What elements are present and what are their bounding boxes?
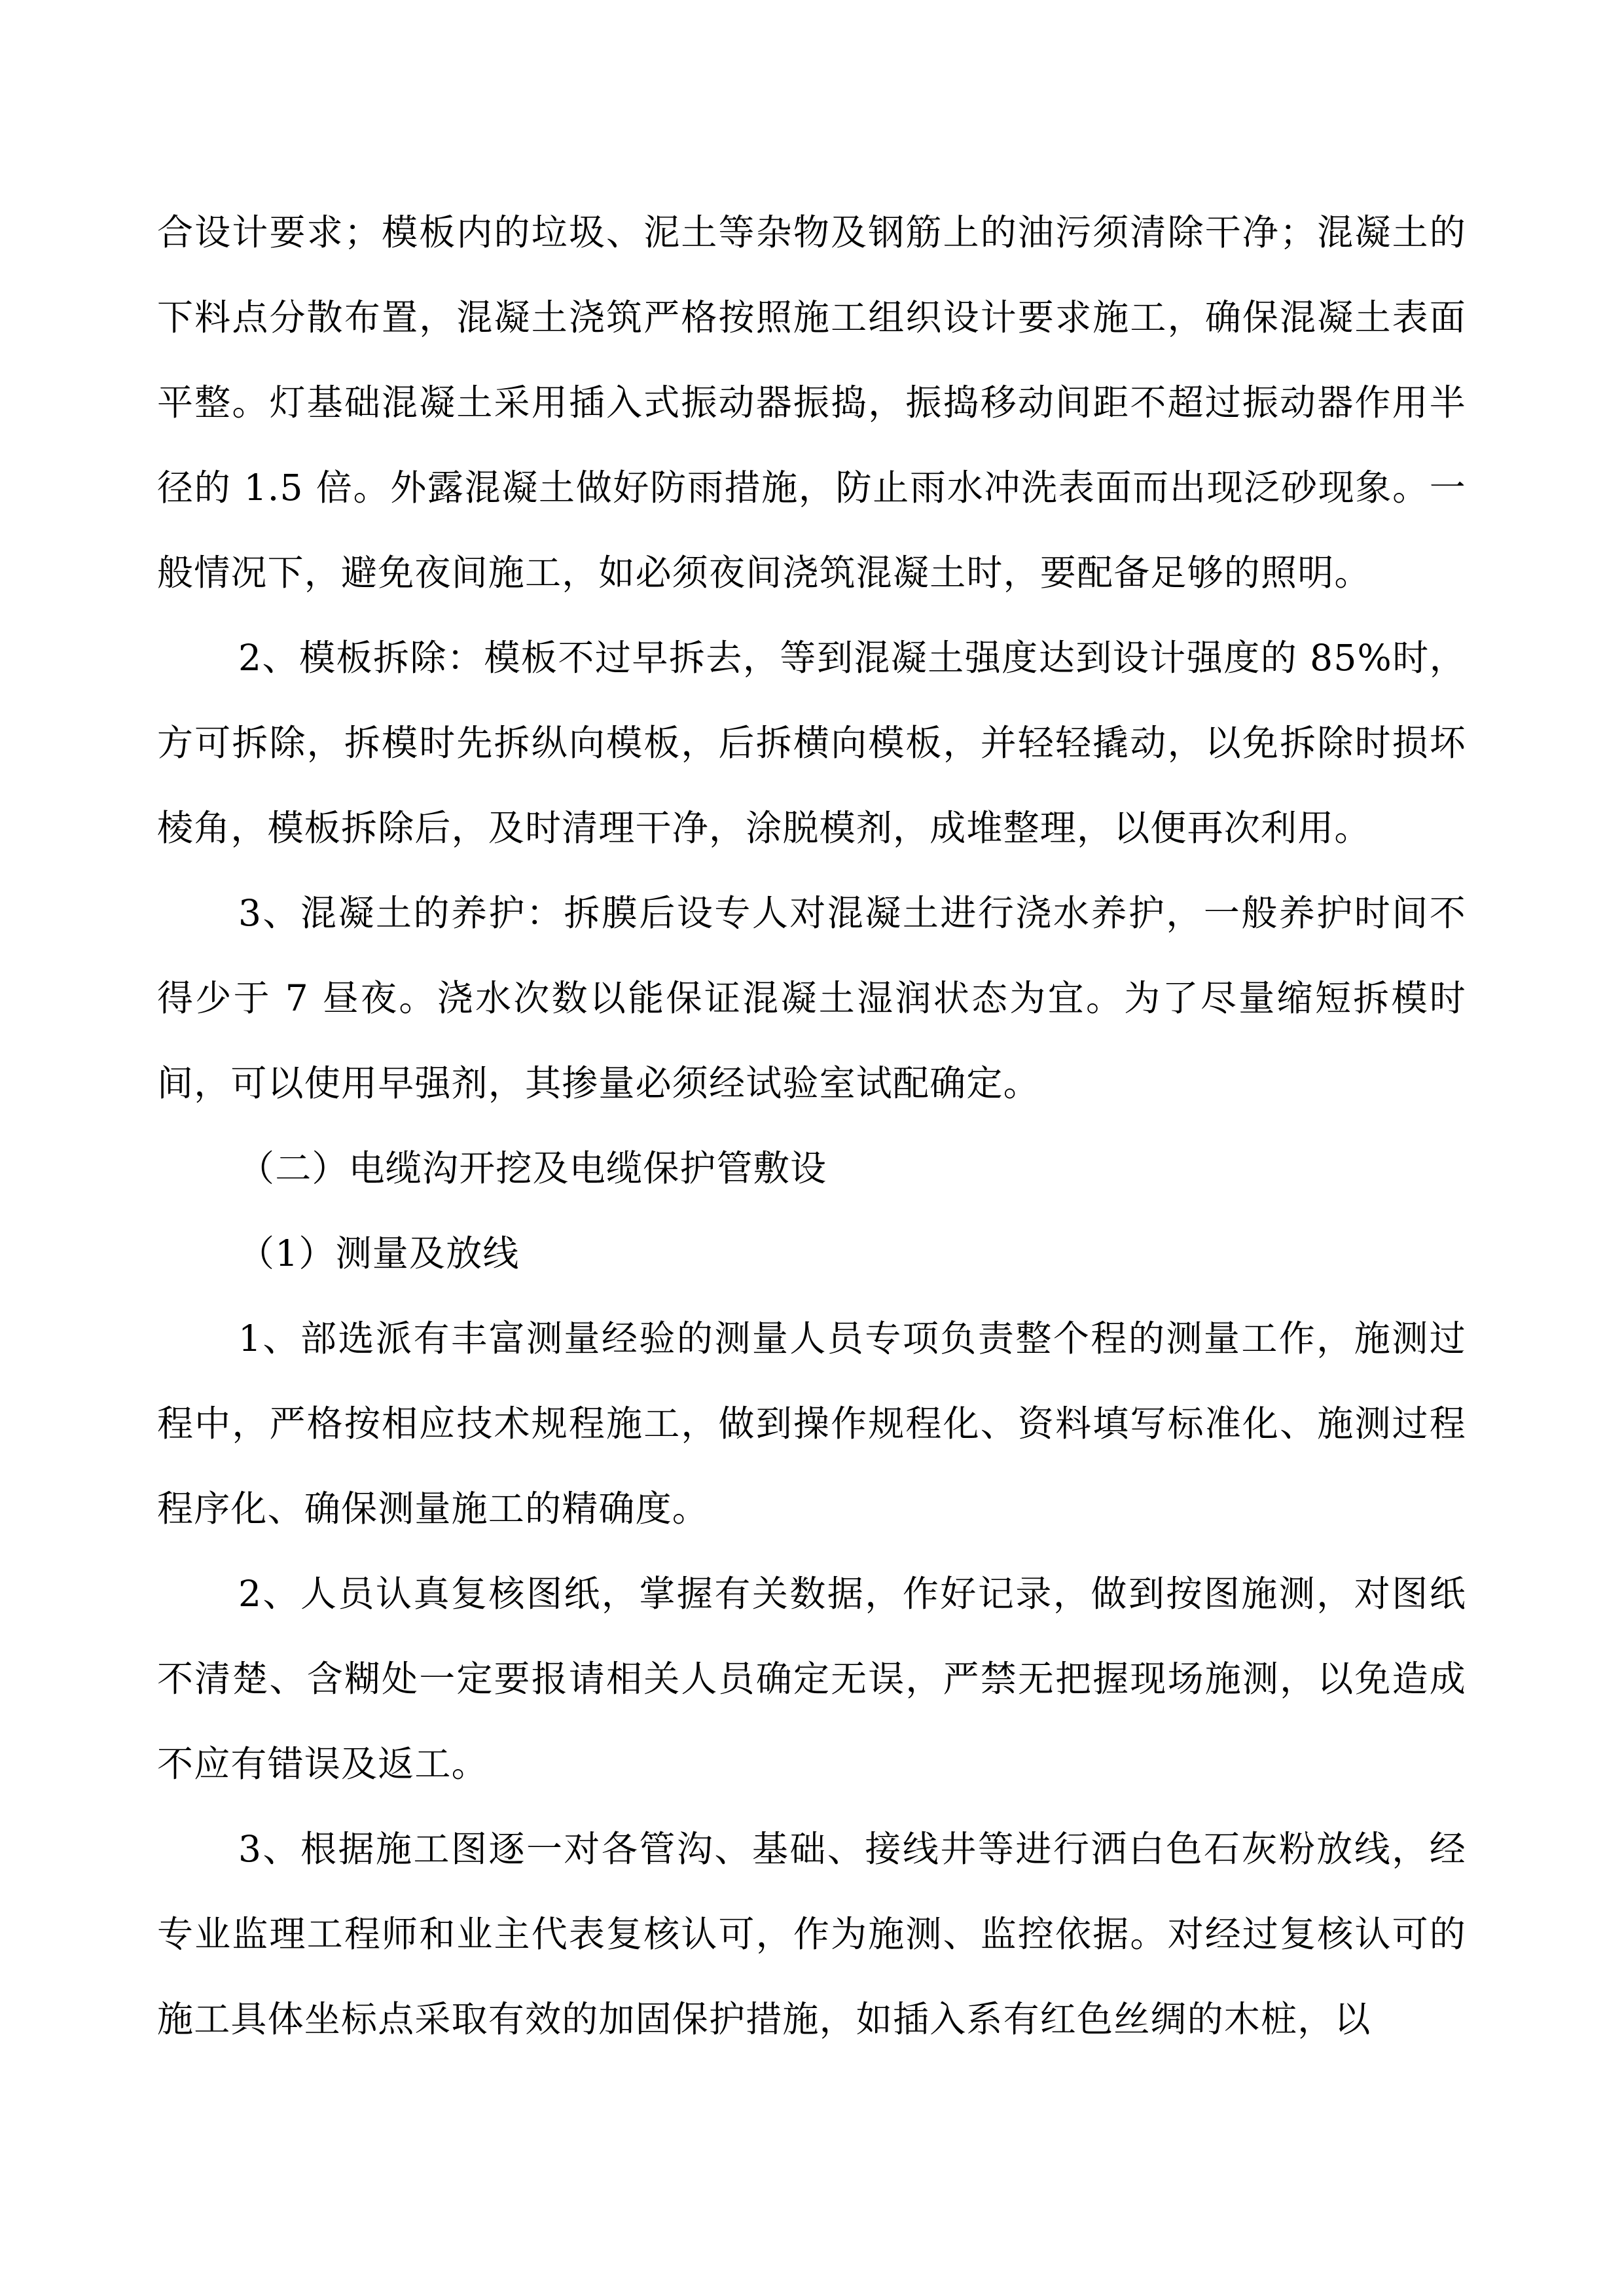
paragraph-drawing-review: 2、人员认真复核图纸，掌握有关数据，作好记录，做到按图施测，对图纸不清楚、含糊处一定要报请相关人员确定无误，严禁无把握现场施测，以免造成不应有错误及返工。 bbox=[157, 1573, 1466, 1785]
section-heading-cable-trench: （二）电缆沟开挖及电缆保护管敷设 bbox=[238, 1147, 827, 1189]
paragraph-concrete-pouring: 合设计要求；模板内的垃圾、泥土等杂物及钢筋上的油污须清除干净；混凝土的下料点分散布置，混凝土浇筑严格按照施工组织设计要求施工，确保混凝土表面平整。灯基础混凝土采用插入式振动器振捣，振捣移动间距不超过振动器作用半径的 1.5 倍。外露混凝土做好防雨措施，防止雨水冲洗表面而出现泛砂现象。一般情况下，避免夜间施工，如必须夜间浇筑混凝土时，要配备足够的照明。 bbox=[157, 211, 1466, 594]
paragraph-concrete-curing: 3、混凝土的养护：拆膜后设专人对混凝土进行浇水养护，一般养护时间不得少于 7 昼夜。浇水次数以能保证混凝土湿润状态为宜。为了尽量缩短拆模时间，可以使用早强剂，其掺量必须经试验室试配确定。 bbox=[157, 892, 1466, 1104]
subsection-heading-survey: （1）测量及放线 bbox=[238, 1232, 520, 1274]
document-body bbox=[157, 190, 1466, 2062]
paragraph-layout-marking: 3、根据施工图逐一对各管沟、基础、接线井等进行洒白色石灰粉放线，经专业监理工程师和业主代表复核认可，作为施测、监控依据。对经过复核认可的施工具体坐标点采取有效的加固保护措施，如插入系有红色丝绸的木桩，以 bbox=[157, 1828, 1466, 2040]
paragraph-formwork-removal: 2、模板拆除：模板不过早拆去，等到混凝土强度达到设计强度的 85%时，方可拆除，拆模时先拆纵向模板，后拆横向模板，并轻轻撬动，以免拆除时损坏棱角，模板拆除后，及时清理干净，涂脱模剂，成堆整理，以便再次利用。 bbox=[157, 637, 1466, 849]
paragraph-survey-staff: 1、部选派有丰富测量经验的测量人员专项负责整个程的测量工作，施测过程中，严格按相应技术规程施工，做到操作规程化、资料填写标准化、施测过程程序化、确保测量施工的精确度。 bbox=[157, 1318, 1466, 1530]
